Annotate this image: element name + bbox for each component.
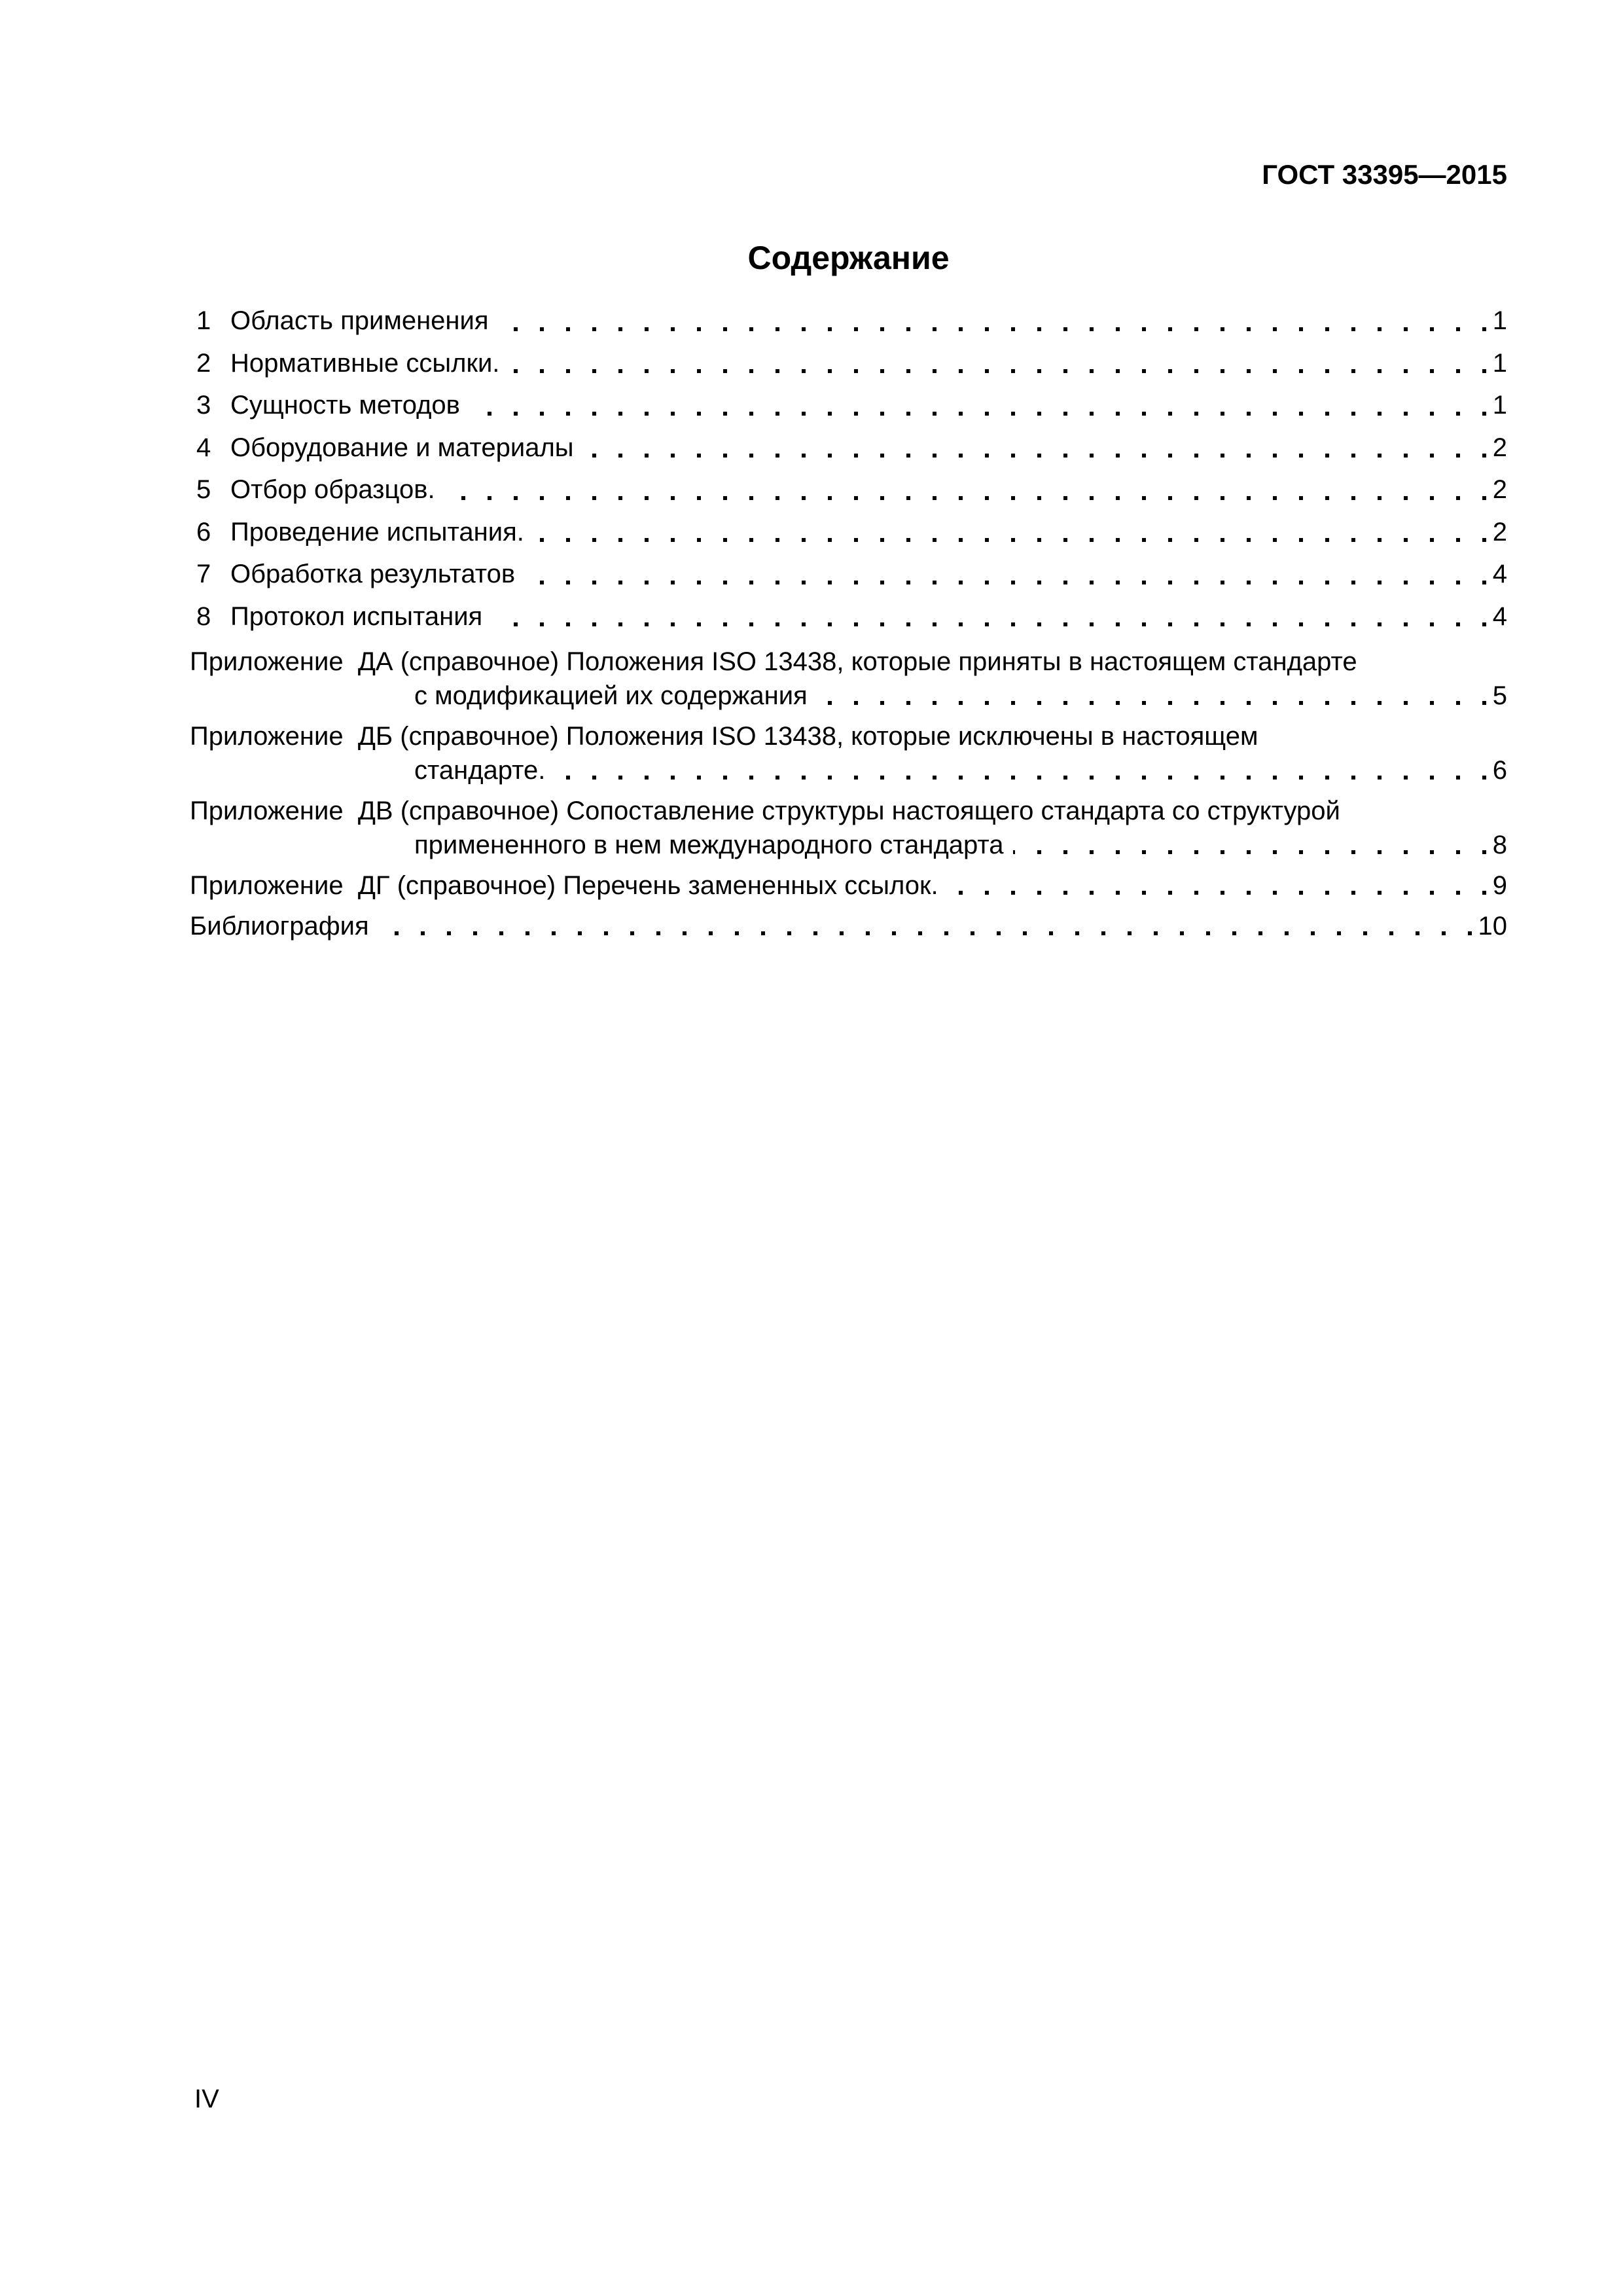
toc-appendix-entry — [190, 645, 1507, 713]
dot-leader — [554, 776, 1486, 780]
toc-entry-page: 2 — [1492, 433, 1507, 462]
toc-entry — [190, 342, 1507, 385]
toc-entry-page: 4 — [1492, 560, 1507, 588]
toc-appendix-continuation — [414, 828, 1507, 862]
toc-appendix-entry — [190, 719, 1507, 787]
toc-entry-number: 1 — [196, 306, 211, 335]
toc-entry — [190, 427, 1507, 469]
toc-entry-label: Сущность методов — [230, 391, 460, 420]
dot-leader — [469, 412, 1486, 416]
document-code-header: ГОСТ 33395—2015 — [1262, 159, 1507, 190]
page-title: Содержание — [747, 240, 950, 276]
toc-entry-page: 8 — [1492, 831, 1507, 859]
toc-entry-page: 10 — [1478, 912, 1507, 941]
toc-entry — [190, 553, 1507, 596]
toc-appendix-label: Приложение ДА (справочное) Положения ISO 13438, которые приняты в настоящем стандарте — [190, 647, 1357, 676]
toc-entry-page: 9 — [1492, 871, 1507, 900]
toc-entry-page: 2 — [1492, 517, 1507, 547]
toc-entry-page: 1 — [1492, 391, 1507, 420]
dot-leader — [524, 581, 1486, 584]
toc-entry-label: Проведение испытания. — [230, 517, 524, 547]
toc-appendix-continuation-text: примененного в нем международного стандарта — [414, 831, 1004, 859]
toc-entry-label: Нормативные ссылки. — [230, 348, 500, 378]
toc-entry-label: Оборудование и материалы — [230, 433, 574, 462]
toc-entry-number: 8 — [196, 601, 211, 631]
toc-bibliography-entry — [190, 909, 1507, 943]
toc-appendix-continuation — [414, 753, 1507, 787]
toc-entry-number: 3 — [196, 391, 211, 420]
dot-leader — [508, 369, 1486, 373]
toc-entry-number: 4 — [196, 433, 211, 462]
dot-leader — [533, 538, 1486, 542]
toc-entry-number: 6 — [196, 517, 211, 547]
dot-leader — [498, 327, 1486, 331]
dot-leader — [948, 891, 1486, 895]
toc-entry-page: 2 — [1492, 475, 1507, 504]
toc-entry-page: 4 — [1492, 601, 1507, 631]
toc-appendix-entry — [190, 794, 1507, 862]
toc-entry-label: Область применения — [230, 306, 489, 335]
dot-leader — [817, 701, 1486, 705]
dot-leader — [378, 931, 1472, 935]
toc-entry-number: 5 — [196, 475, 211, 504]
toc-bibliography-label: Библиография — [190, 912, 369, 941]
dot-leader — [1013, 850, 1486, 854]
toc-entry — [190, 511, 1507, 554]
toc-appendix-label: Приложение ДГ (справочное) Перечень замененных ссылок. — [190, 871, 938, 900]
toc-appendix-continuation — [414, 679, 1507, 713]
toc-entry — [190, 300, 1507, 342]
table-of-contents — [190, 300, 1507, 943]
toc-entry — [190, 384, 1507, 427]
toc-appendix-label: Приложение ДВ (справочное) Сопоставление структуры настоящего стандарта со структурой — [190, 797, 1340, 825]
toc-entry-page: 6 — [1492, 756, 1507, 785]
toc-entry-page: 1 — [1492, 348, 1507, 378]
toc-appendix-entry — [190, 869, 1507, 903]
toc-entry-page: 5 — [1492, 681, 1507, 710]
toc-entry — [190, 469, 1507, 511]
page-number-footer: IV — [194, 2085, 219, 2113]
toc-entry — [190, 596, 1507, 638]
dot-leader — [444, 496, 1486, 500]
toc-appendix-continuation-text: с модификацией их содержания — [414, 681, 808, 710]
toc-appendix-section — [190, 645, 1507, 943]
toc-entry-label: Отбор образцов. — [230, 475, 435, 504]
toc-entry-number: 2 — [196, 348, 211, 378]
toc-appendix-continuation-text: стандарте. — [414, 756, 546, 785]
dot-leader — [583, 454, 1486, 457]
toc-entry-number: 7 — [196, 560, 211, 588]
toc-entry-label: Протокол испытания — [230, 601, 483, 631]
toc-appendix-label: Приложение ДБ (справочное) Положения ISO 13438, которые исключены в настоящем — [190, 722, 1258, 751]
toc-entry-page: 1 — [1492, 306, 1507, 335]
dot-leader — [491, 622, 1486, 626]
toc-entry-label: Обработка результатов — [230, 560, 516, 588]
